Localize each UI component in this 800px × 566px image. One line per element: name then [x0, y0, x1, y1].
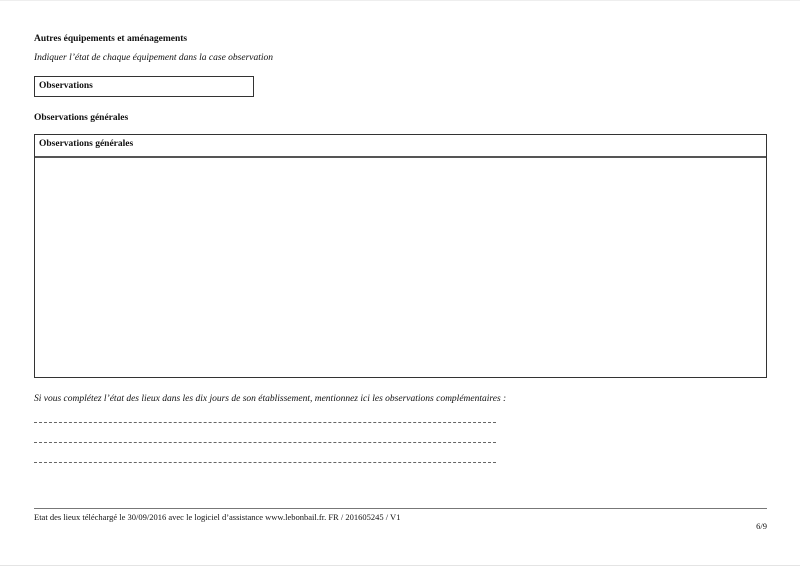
- supplementary-line-1[interactable]: [34, 422, 496, 423]
- general-observations-box: [34, 134, 767, 378]
- observations-box-label: Observations: [39, 81, 93, 91]
- observations-box[interactable]: [34, 76, 254, 97]
- section-instruction: Indiquer l’état de chaque équipement dans la case observation: [34, 53, 274, 63]
- page-number: 6/9: [756, 521, 767, 531]
- general-observations-field[interactable]: [35, 158, 766, 377]
- supplementary-line-2[interactable]: [34, 442, 496, 443]
- supplementary-line-3[interactable]: [34, 462, 496, 463]
- footer-text: Etat des lieux téléchargé le 30/09/2016 avec le logiciel d’assistance www.lebonbail.fr. FR / 201605245 / V1: [34, 512, 401, 522]
- general-observations-header-label: Observations générales: [39, 139, 134, 149]
- section-title-general-observations: Observations générales: [34, 113, 129, 123]
- general-observations-header: [35, 135, 766, 158]
- supplementary-observations-note: Si vous complétez l’état des lieux dans les dix jours de son établissement, mentionnez ici les observations complémentaires :: [34, 394, 507, 404]
- section-title-other-equipment: Autres équipements et aménagements: [34, 34, 188, 44]
- footer-divider: [34, 508, 767, 509]
